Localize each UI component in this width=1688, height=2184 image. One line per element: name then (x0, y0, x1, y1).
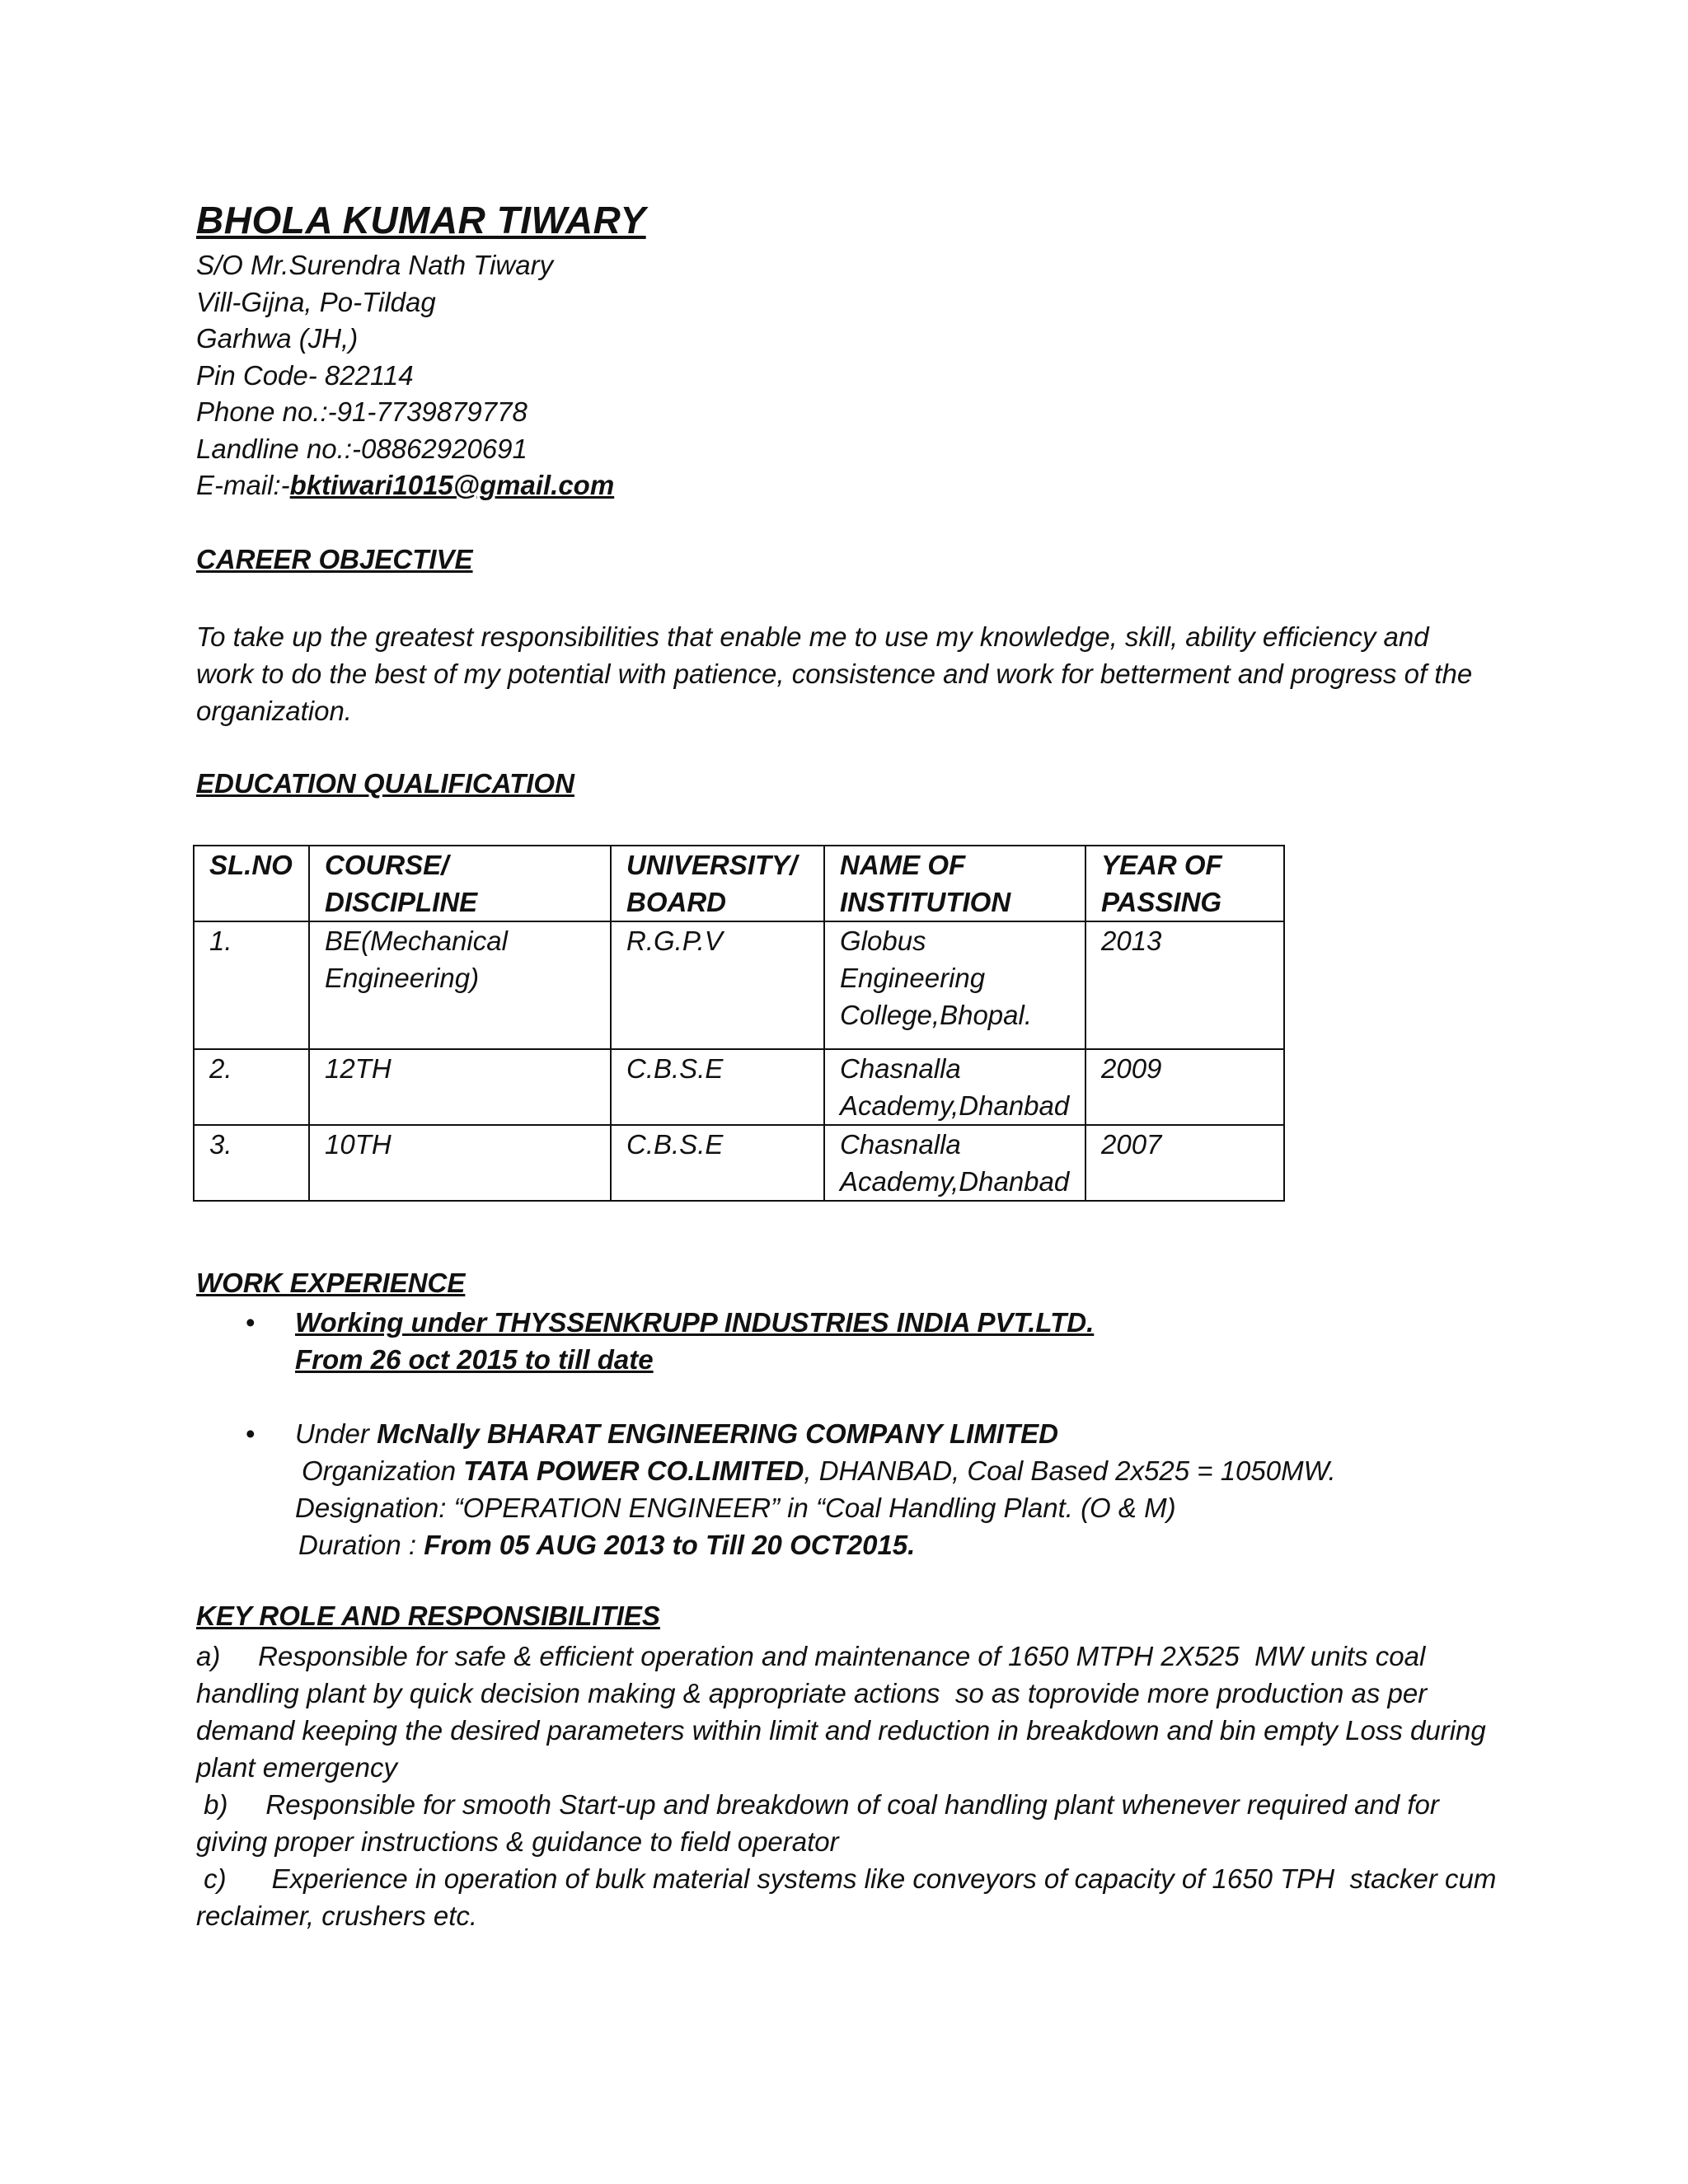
job1-title: Working under THYSSENKRUPP INDUSTRIES INDIA PVT.LTD. (295, 1307, 1095, 1338)
job2-under-label: Under (295, 1418, 377, 1449)
job2-org-label: Organization (302, 1455, 464, 1486)
job2-org-name: TATA POWER CO.LIMITED (463, 1455, 804, 1486)
education-heading: EDUCATION QUALIFICATION (196, 768, 574, 799)
education-table (193, 845, 1285, 1202)
candidate-name: BHOLA KUMAR TIWARY (196, 199, 646, 241)
district-address: Garhwa (JH,) (196, 323, 359, 354)
row3-course: 10TH (309, 1125, 611, 1201)
job2-duration-label: Duration : (298, 1530, 424, 1560)
row3-institution: Chasnalla Academy,Dhanbad (824, 1125, 1085, 1201)
bullet-2: • (246, 1418, 256, 1449)
row2-slno: 2. (194, 1049, 309, 1125)
email-label: E-mail:- (196, 470, 290, 500)
job2-org-rest: , DHANBAD, Coal Based 2x525 = 1050MW. (804, 1455, 1336, 1486)
table-header-row (194, 846, 1284, 921)
row3-slno: 3. (194, 1125, 309, 1201)
row1-year: 2013 (1085, 921, 1284, 1049)
responsibility-c: c) Experience in operation of bulk material systems like conveyors of capacity of 1650 TPH stacker cum reclaimer, crushers etc. (196, 1863, 1504, 1931)
responsibility-b: b) Responsible for smooth Start-up and breakdown of coal handling plant whenever required and for giving proper instructions & guidance to field operator (196, 1789, 1447, 1857)
row2-year: 2009 (1085, 1049, 1284, 1125)
row1-course: BE(Mechanical Engineering) (309, 921, 611, 1049)
job1-duration: From 26 oct 2015 to till date (295, 1344, 654, 1375)
career-objective-heading: CAREER OBJECTIVE (196, 544, 473, 574)
village-address: Vill-Gijna, Po-Tildag (196, 286, 436, 317)
responsibilities-list (196, 1638, 1504, 1934)
row1-institution: Globus Engineering College,Bhopal. (824, 921, 1085, 1049)
row3-university: C.B.S.E (611, 1125, 824, 1201)
landline-number: Landline no.:-08862920691 (196, 433, 528, 464)
job2-company-line (295, 1415, 1058, 1452)
col-course: COURSE/ DISCIPLINE (309, 846, 611, 921)
col-year: YEAR OF PASSING (1085, 846, 1284, 921)
table-row (194, 1049, 1284, 1125)
row1-university: R.G.P.V (611, 921, 824, 1049)
row1-slno: 1. (194, 921, 309, 1049)
responsibilities-heading: KEY ROLE AND RESPONSIBILITIES (196, 1601, 660, 1631)
row2-university: C.B.S.E (611, 1049, 824, 1125)
work-experience-heading: WORK EXPERIENCE (196, 1268, 466, 1298)
phone-number: Phone no.:-91-7739879778 (196, 396, 528, 427)
job2-org-line (302, 1452, 1336, 1489)
email-line (196, 467, 614, 504)
col-slno: SL.NO (194, 846, 309, 921)
table-row (194, 1125, 1284, 1201)
job2-duration-line (298, 1526, 915, 1563)
job2-duration-value: From 05 AUG 2013 to Till 20 OCT2015. (424, 1530, 916, 1560)
job2-designation: Designation: “OPERATION ENGINEER” in “Coal Handling Plant. (O & M) (295, 1493, 1176, 1523)
col-university: UNIVERSITY/ BOARD (611, 846, 824, 921)
row3-year: 2007 (1085, 1125, 1284, 1201)
career-objective-text: To take up the greatest responsibilities that enable me to use my knowledge, skill, ability efficiency and work to do the best of my potential with patience, consistence and work for betterment and progress of the organization. (196, 621, 1473, 726)
responsibility-a: a) Responsible for safe & efficient operation and maintenance of 1650 MTPH 2X525 MW units coal handling plant by quick decision making & appropriate actions so as toprovide more production as per demand keeping the desired parameters within limit and reduction in breakdown and bin empty Loss during plant emergency (196, 1641, 1493, 1783)
pin-code: Pin Code- 822114 (196, 359, 414, 391)
contact-block (196, 247, 614, 504)
row2-institution: Chasnalla Academy,Dhanbad (824, 1049, 1085, 1125)
bullet-1: • (246, 1307, 256, 1338)
email-link[interactable]: bktiwari1015@gmail.com (289, 470, 615, 500)
row2-course: 12TH (309, 1049, 611, 1125)
job2-company: McNally BHARAT ENGINEERING COMPANY LIMITED (377, 1418, 1058, 1449)
col-institution: NAME OF INSTITUTION (824, 846, 1085, 921)
father-name: S/O Mr.Surendra Nath Tiwary (196, 250, 554, 280)
table-row (194, 921, 1284, 1049)
